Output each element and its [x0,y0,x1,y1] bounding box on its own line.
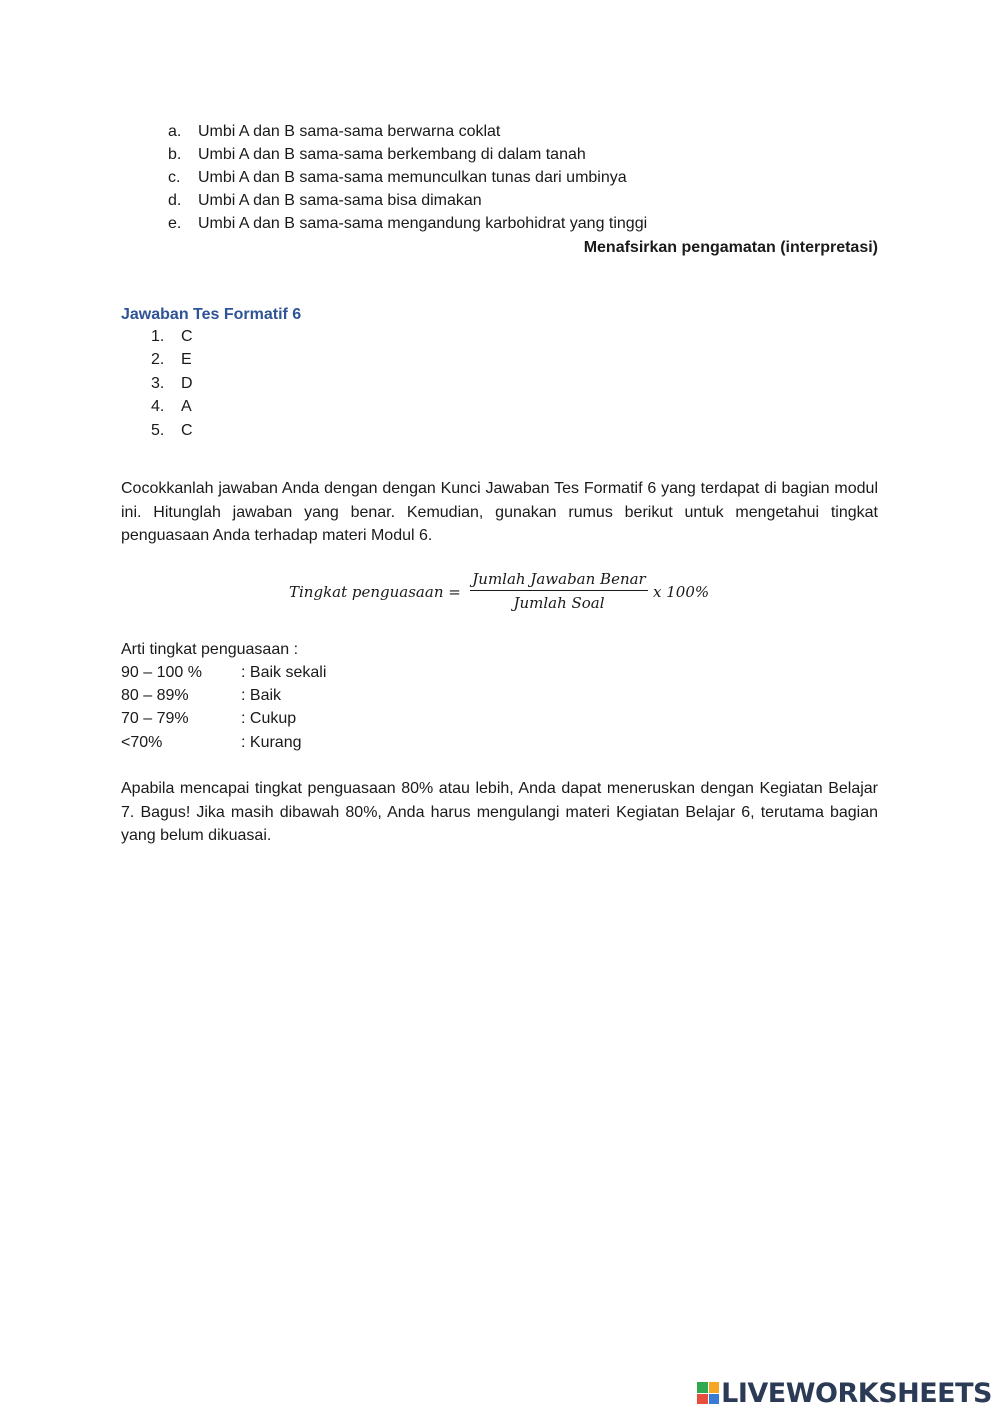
option-marker: a. [168,123,182,140]
option-text: Umbi A dan B sama-sama berkembang di dalam tanah [198,146,586,163]
answer-item [151,325,193,349]
option-d [168,189,482,212]
option-text: Umbi A dan B sama-sama berwarna coklat [198,123,501,140]
formula-denominator: Jumlah Soal [513,594,605,612]
formula-lhs: Tingkat penguasaan = [289,583,461,601]
level-row [121,661,326,685]
level-row [121,684,281,708]
level-range: 80 – 89% [121,687,189,704]
option-marker: b. [168,146,182,163]
closing-paragraph: Apabila mencapai tingkat penguasaan 80% atau lebih, Anda dapat meneruskan dengan Kegiatan Belajar 7. Bagus! Jika masih dibawah 80%, Anda harus mengulangi materi Kegiatan Belajar 6, terutama bagian yang belum dikuasai. [121,780,878,844]
option-c [168,166,627,189]
formula-rhs: x 100% [653,583,710,601]
answer-number: 5. [151,422,165,439]
skill-label: Menafsirkan pengamatan (interpretasi) [583,239,878,256]
mastery-formula [0,568,1000,618]
formula-numerator: Jumlah Jawaban Benar [470,568,648,591]
formula-fraction [470,568,648,615]
answer-number: 2. [151,351,165,368]
option-text: Umbi A dan B sama-sama memunculkan tunas dari umbinya [198,169,627,186]
option-text: Umbi A dan B sama-sama bisa dimakan [198,192,482,209]
answer-item [151,372,193,396]
answer-item [151,395,192,419]
option-b [168,143,586,166]
levels-title: Arti tingkat penguasaan : [121,641,299,658]
liveworksheets-logo-icon [697,1382,719,1404]
answer-item [151,419,193,443]
level-row [121,731,301,755]
instruction-paragraph: Cocokkanlah jawaban Anda dengan dengan Kunci Jawaban Tes Formatif 6 yang terdapat di bagian modul ini. Hitunglah jawaban yang benar. Kemudian, gunakan rumus berikut untuk mengetahui tingkat penguasaan Anda terhadap materi Modul 6. [121,480,878,544]
option-marker: d. [168,192,182,209]
option-a [168,120,500,143]
option-text: Umbi A dan B sama-sama mengandung karbohidrat yang tinggi [198,215,648,232]
answer-number: 3. [151,375,165,392]
level-meaning: : Cukup [241,710,297,727]
watermark-text: LIVEWORKSHEETS [721,1377,992,1409]
level-range: <70% [121,734,163,751]
answer-letter: E [181,351,192,368]
level-meaning: : Kurang [241,734,302,751]
level-range: 90 – 100 % [121,664,202,681]
level-meaning: : Baik sekali [241,664,327,681]
answer-letter: C [181,422,193,439]
answer-number: 4. [151,398,165,415]
answer-item [151,348,192,372]
answer-letter: A [181,398,192,415]
answer-key-heading: Jawaban Tes Formatif 6 [121,306,302,323]
liveworksheets-logo [697,1379,992,1407]
level-meaning: : Baik [241,687,282,704]
answer-letter: C [181,328,193,345]
option-marker: c. [168,169,181,186]
level-row [121,707,296,731]
answer-number: 1. [151,328,165,345]
option-marker: e. [168,215,182,232]
answer-letter: D [181,375,193,392]
option-e [168,212,647,235]
level-range: 70 – 79% [121,710,189,727]
